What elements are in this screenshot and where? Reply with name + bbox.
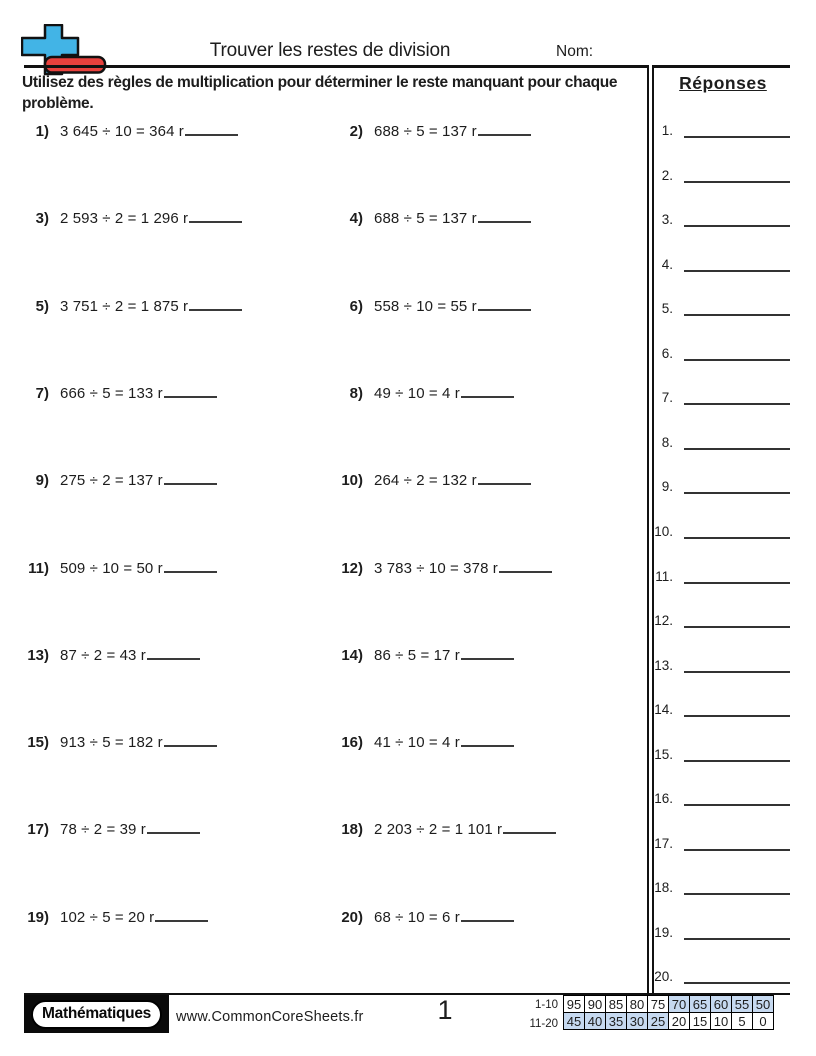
- answer-row-20: [650, 964, 792, 984]
- page-title: Trouver les restes de division: [209, 40, 451, 61]
- answer-number: 9.: [661, 479, 673, 495]
- website-url: www.CommonCoreSheets.fr: [176, 1009, 364, 1025]
- answer-number: 20.: [654, 969, 673, 985]
- answer-row-12: [650, 608, 792, 628]
- score-cell: 50: [753, 996, 774, 1013]
- problem-equation: 86 ÷ 5 = 17 r: [374, 646, 460, 664]
- answer-row-8: [650, 430, 792, 450]
- answer-line[interactable]: [684, 210, 790, 227]
- answer-number: 16.: [654, 791, 673, 807]
- answer-line[interactable]: [684, 299, 790, 316]
- problem-number: 10): [341, 472, 363, 490]
- score-cell: 95: [564, 996, 585, 1013]
- score-cell: 15: [690, 1013, 711, 1030]
- problem-equation: 78 ÷ 2 = 39 r: [60, 821, 146, 839]
- problem-number: 13): [27, 646, 49, 664]
- answer-row-1: [650, 118, 792, 138]
- problem-number: 6): [349, 297, 363, 315]
- problem-equation: 2 203 ÷ 2 = 1 101 r: [374, 821, 503, 839]
- answer-number: 7.: [661, 390, 673, 406]
- score-cell: 25: [648, 1013, 669, 1030]
- score-cell: 45: [564, 1013, 585, 1030]
- problem-number: 20): [341, 908, 363, 926]
- score-cell: 0: [753, 1013, 774, 1030]
- answer-number: 8.: [661, 434, 673, 450]
- answer-line[interactable]: [684, 700, 790, 717]
- answer-line[interactable]: [684, 255, 790, 272]
- answer-number: 19.: [654, 924, 673, 940]
- score-range-1-10: 1-10: [534, 999, 558, 1011]
- answer-line[interactable]: [684, 611, 790, 628]
- answer-number: 14.: [654, 702, 673, 718]
- answer-line[interactable]: [684, 567, 790, 584]
- problem-number: 4): [349, 210, 363, 228]
- score-cell: 5: [732, 1013, 753, 1030]
- problem-equation: 102 ÷ 5 = 20 r: [60, 908, 155, 926]
- problem-equation: 264 ÷ 2 = 132 r: [374, 472, 477, 490]
- problem-equation: 2 593 ÷ 2 = 1 296 r: [60, 210, 189, 228]
- answer-row-3: [650, 207, 792, 227]
- answers-title: Réponses: [679, 73, 767, 93]
- answer-line[interactable]: [684, 656, 790, 673]
- answer-row-4: [650, 252, 792, 272]
- problem-equation: 3 751 ÷ 2 = 1 875 r: [60, 297, 189, 315]
- answer-line[interactable]: [684, 745, 790, 762]
- score-row-2: [564, 1013, 774, 1030]
- score-cell: 70: [669, 996, 690, 1013]
- problem-number: 19): [27, 908, 49, 926]
- answer-row-13: [650, 653, 792, 673]
- answer-line[interactable]: [684, 388, 790, 405]
- problem-number: 17): [27, 821, 49, 839]
- answer-number: 17.: [654, 835, 673, 851]
- score-table-body: [564, 996, 774, 1030]
- answer-line[interactable]: [684, 967, 790, 984]
- score-cell: 30: [627, 1013, 648, 1030]
- answer-row-17: [650, 831, 792, 851]
- score-cell: 85: [606, 996, 627, 1013]
- answer-number: 10.: [654, 523, 673, 539]
- brand-box: [24, 995, 169, 1033]
- answer-line[interactable]: [684, 878, 790, 895]
- problem-equation: 688 ÷ 5 = 137 r: [374, 123, 477, 140]
- page-number: 1: [437, 995, 453, 1025]
- problem-number: 5): [35, 297, 49, 315]
- answer-line[interactable]: [684, 121, 790, 138]
- score-cell: 65: [690, 996, 711, 1013]
- problem-equation: 913 ÷ 5 = 182 r: [60, 734, 163, 752]
- problem-number: 12): [341, 559, 363, 577]
- answer-row-2: [650, 163, 792, 183]
- answer-row-7: [650, 385, 792, 405]
- score-cell: 40: [585, 1013, 606, 1030]
- answer-line[interactable]: [684, 522, 790, 539]
- answer-row-18: [650, 875, 792, 895]
- answer-line[interactable]: [684, 789, 790, 806]
- answer-number: 3.: [661, 212, 673, 228]
- answer-row-14: [650, 697, 792, 717]
- answer-number: 13.: [654, 657, 673, 673]
- problem-number: 8): [349, 384, 363, 402]
- answer-number: 11.: [655, 568, 673, 584]
- problem-equation: 87 ÷ 2 = 43 r: [60, 646, 146, 664]
- score-cell: 75: [648, 996, 669, 1013]
- score-range-labels: [500, 996, 558, 1033]
- problem-equation: 3 783 ÷ 10 = 378 r: [374, 559, 498, 577]
- problem-number: 3): [35, 210, 49, 228]
- score-cell: 20: [669, 1013, 690, 1030]
- score-range-11-20: 11-20: [529, 1017, 558, 1030]
- problem-equation: 666 ÷ 5 = 133 r: [60, 384, 163, 402]
- problem-equation: 558 ÷ 10 = 55 r: [374, 297, 477, 315]
- problem-number: 2): [349, 123, 363, 140]
- answer-line[interactable]: [684, 834, 790, 851]
- answer-number: 4.: [661, 256, 673, 272]
- score-row-1: [564, 996, 774, 1013]
- answer-line[interactable]: [684, 344, 790, 361]
- answer-row-16: [650, 786, 792, 806]
- score-cell: 35: [606, 1013, 627, 1030]
- problem-equation: 41 ÷ 10 = 4 r: [374, 734, 460, 752]
- answer-line[interactable]: [684, 433, 790, 450]
- answer-line[interactable]: [684, 923, 790, 940]
- problem-equation: 3 645 ÷ 10 = 364 r: [60, 123, 184, 140]
- answer-row-10: [650, 519, 792, 539]
- problem-number: 18): [341, 821, 363, 839]
- name-label: Nom:: [556, 43, 594, 60]
- answer-line[interactable]: [684, 477, 790, 494]
- score-cell: 10: [711, 1013, 732, 1030]
- answer-row-9: [650, 474, 792, 494]
- answer-number: 12.: [654, 613, 673, 629]
- answer-number: 1.: [661, 123, 673, 138]
- score-cell: 55: [732, 996, 753, 1013]
- score-cell: 90: [585, 996, 606, 1013]
- answer-number: 6.: [661, 345, 673, 361]
- problem-equation: 68 ÷ 10 = 6 r: [374, 908, 460, 926]
- answer-row-11: [650, 564, 792, 584]
- problem-number: 16): [341, 734, 363, 752]
- problem-number: 14): [341, 646, 363, 664]
- problem-equation: 688 ÷ 5 = 137 r: [374, 210, 477, 228]
- problem-number: 11): [28, 559, 49, 577]
- answer-number: 2.: [661, 167, 673, 183]
- problem-equation: 49 ÷ 10 = 4 r: [374, 384, 460, 402]
- score-cell: 60: [711, 996, 732, 1013]
- answer-row-5: [650, 296, 792, 316]
- answer-number: 15.: [654, 746, 673, 762]
- problem-number: 1): [35, 123, 49, 140]
- answer-number: 18.: [654, 880, 673, 896]
- answer-row-19: [650, 920, 792, 940]
- score-cell: 80: [627, 996, 648, 1013]
- answer-line[interactable]: [684, 166, 790, 183]
- answer-row-15: [650, 742, 792, 762]
- score-table: [563, 995, 774, 1030]
- answer-number: 5.: [661, 301, 673, 317]
- brand-label: Mathématiques: [31, 1000, 162, 1029]
- instructions-text: Utilisez des règles de multiplication pour déterminer le reste manquant pour chaque problème.: [22, 74, 618, 112]
- problem-number: 9): [35, 472, 49, 490]
- problem-equation: 275 ÷ 2 = 137 r: [60, 472, 163, 490]
- problem-number: 7): [35, 384, 49, 402]
- problem-equation: 509 ÷ 10 = 50 r: [60, 559, 163, 577]
- answer-row-6: [650, 341, 792, 361]
- problem-number: 15): [27, 734, 49, 752]
